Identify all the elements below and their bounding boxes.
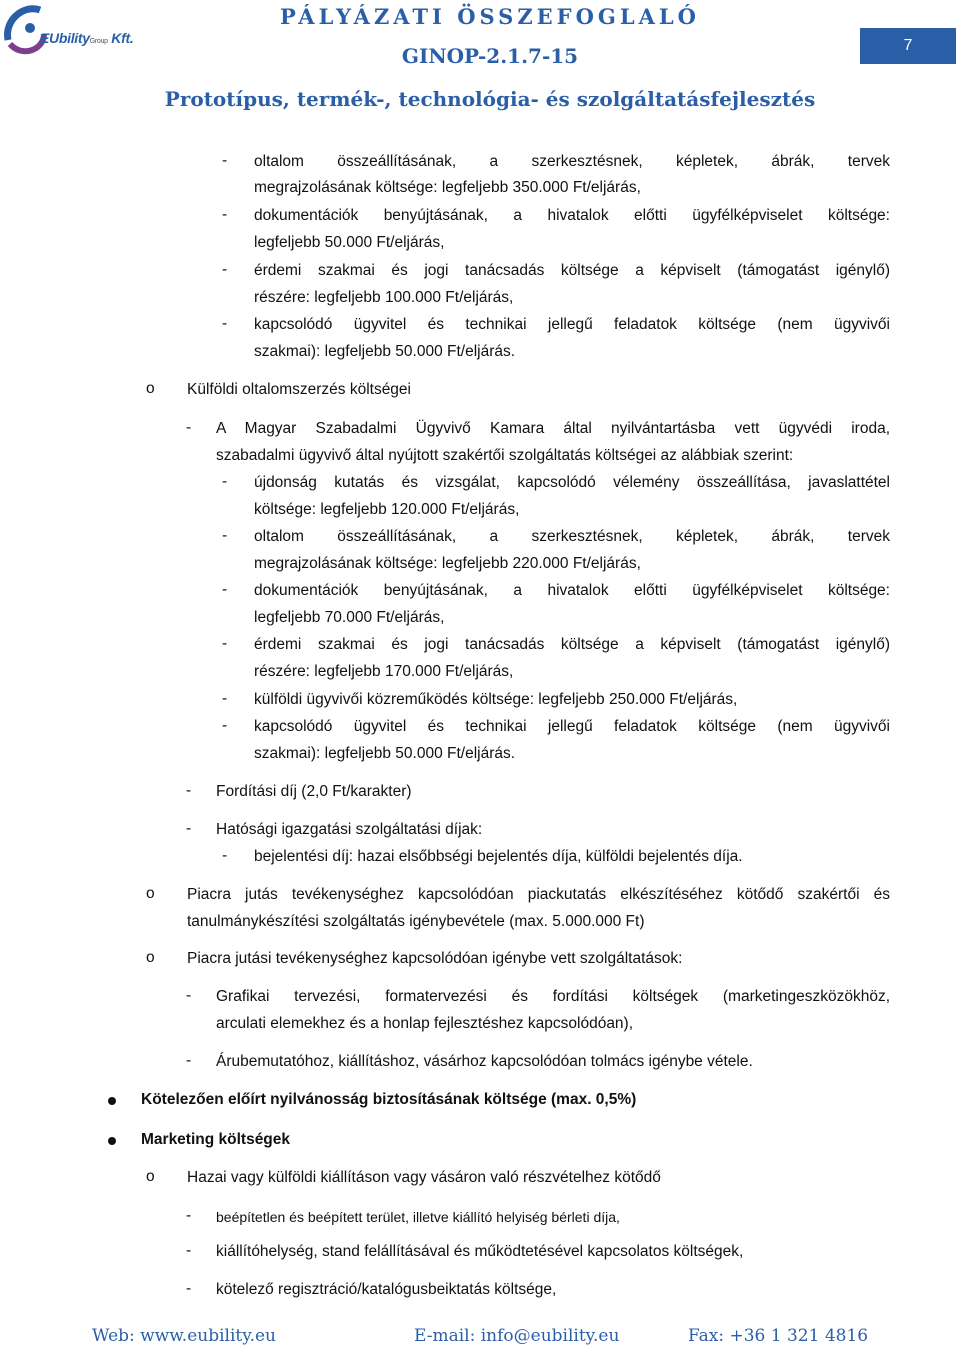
list-item-cont: legfeljebb 50.000 Ft/eljárás, (254, 234, 445, 251)
paragraph-cont: tanulmánykészítési szolgáltatás igénybevétele (max. 5.000.000 Ft) (187, 913, 645, 930)
paragraph: Hazai vagy külföldi kiállításon vagy vásáron való részvételhez kötődő (187, 1169, 661, 1186)
list-item: kiállítóhelység, stand felállításával és működtetésével kapcsolatos költségek, (216, 1243, 744, 1260)
circle-marker: o (146, 380, 155, 397)
logo-kft: Kft. (111, 30, 134, 46)
footer-fax: Fax: +36 1 321 4816 (688, 1326, 869, 1346)
list-item: bejelentési díj: hazai elsőbbségi bejelentés díja, külföldi bejelentés díja. (254, 848, 743, 865)
dash-marker: - (222, 690, 228, 707)
dash-marker: - (186, 820, 192, 837)
dash-marker: - (222, 315, 228, 332)
list-item: oltalom összeállításának, a szerkesztésnek, képletek, ábrák, tervek (254, 528, 890, 545)
dash-marker: - (222, 635, 228, 652)
list-item: Hatósági igazgatási szolgáltatási díjak: (216, 821, 483, 838)
logo-name: EUbility (40, 30, 90, 46)
list-item: külföldi ügyvivői közreműködés költsége: legfeljebb 250.000 Ft/eljárás, (254, 691, 738, 708)
circle-marker: o (146, 949, 155, 966)
dash-marker: - (222, 473, 228, 490)
dash-marker: - (186, 419, 192, 436)
list-item-cont: részére: legfeljebb 100.000 Ft/eljárás, (254, 289, 514, 306)
paragraph: A Magyar Szabadalmi Ügyvivő Kamara által nyilvántartásba vett ügyvédi iroda, (216, 420, 890, 437)
list-item-cont: szakmai): legfeljebb 50.000 Ft/eljárás. (254, 745, 516, 762)
dash-marker: - (186, 1052, 192, 1069)
dash-marker: - (186, 782, 192, 799)
dash-marker: - (222, 717, 228, 734)
list-item: kapcsolódó ügyvitel és technikai jellegű feladatok költsége (nem ügyvivői (254, 316, 890, 333)
list-item: dokumentációk benyújtásának, a hivatalok előtti ügyfélképviselet költsége: (254, 207, 890, 224)
paragraph: Piacra jutás tevékenységhez kapcsolódóan piackutatás elkészítéséhez kötődő szakértői és (187, 886, 890, 903)
logo-group: Group (89, 38, 108, 45)
page-subtitle: Prototípus, termék-, technológia- és szolgáltatásfejlesztés (164, 87, 816, 111)
list-item-cont: megrajzolásának költsége: legfeljebb 350.000 Ft/eljárás, (254, 179, 641, 196)
list-item-cont: szakmai): legfeljebb 50.000 Ft/eljárás. (254, 343, 516, 360)
list-item-cont: részére: legfeljebb 170.000 Ft/eljárás, (254, 663, 514, 680)
list-item: újdonság kutatás és vizsgálat, kapcsolódó vélemény összeállítása, javaslattétel (254, 474, 890, 491)
dash-marker: - (222, 206, 228, 223)
bullet-icon (108, 1137, 116, 1145)
bullet-icon (108, 1097, 116, 1105)
dash-marker: - (186, 987, 192, 1004)
page-title: PÁLYÁZATI ÖSSZEFOGLALÓ (280, 4, 700, 29)
list-item-cont: költsége: legfeljebb 120.000 Ft/eljárás, (254, 501, 520, 518)
list-item: Fordítási díj (2,0 Ft/karakter) (216, 783, 412, 800)
list-item: érdemi szakmai és jogi tanácsadás költsége a képviselt (támogatást igénylő) (254, 262, 890, 279)
dash-marker: - (186, 1207, 192, 1224)
dash-marker: - (222, 527, 228, 544)
list-item-cont: legfeljebb 70.000 Ft/eljárás, (254, 609, 445, 626)
footer-email-link[interactable]: E-mail: info@eubility.eu (414, 1326, 620, 1346)
dash-marker: - (222, 261, 228, 278)
page-footer (0, 1326, 960, 1352)
paragraph: Piacra jutási tevékenységhez kapcsolódóan igénybe vett szolgáltatások: (187, 950, 683, 967)
list-item: dokumentációk benyújtásának, a hivatalok előtti ügyfélképviselet költsége: (254, 582, 890, 599)
list-item: kapcsolódó ügyvitel és technikai jellegű feladatok költsége (nem ügyvivői (254, 718, 890, 735)
page-number-badge: 7 (860, 28, 956, 64)
program-code: GINOP-2.1.7-15 (401, 44, 579, 68)
paragraph-cont: szabadalmi ügyvivő által nyújtott szakértői szolgáltatás költségei az alábbiak szerint: (216, 447, 794, 464)
dash-marker: - (222, 847, 228, 864)
list-item: érdemi szakmai és jogi tanácsadás költsége a képviselt (támogatást igénylő) (254, 636, 890, 653)
section-heading: Külföldi oltalomszerzés költségei (187, 381, 411, 398)
circle-marker: o (146, 885, 155, 902)
list-item: oltalom összeállításának, a szerkesztésnek, képletek, ábrák, tervek (254, 153, 890, 170)
dash-marker: - (186, 1242, 192, 1259)
bold-heading: Marketing költségek (141, 1131, 291, 1148)
dash-marker: - (222, 581, 228, 598)
dash-marker: - (222, 152, 228, 169)
bold-heading: Kötelezően előírt nyilvánosság biztosításának költsége (max. 0,5%) (141, 1091, 637, 1108)
list-item: Árubemutatóhoz, kiállításhoz, vásárhoz kapcsolódóan tolmács igénybe vétele. (216, 1053, 753, 1070)
list-item: beépítetlen és beépített terület, illetve kiállító helyiség bérleti díja, (216, 1209, 620, 1225)
list-item: kötelező regisztráció/katalógusbeiktatás költsége, (216, 1281, 557, 1298)
list-item-cont: arculati elemekhez és a honlap fejlesztéshez kapcsolódóan), (216, 1015, 634, 1032)
circle-marker: o (146, 1168, 155, 1185)
list-item: Grafikai tervezési, formatervezési és fordítási költségek (marketingeszközökhöz, (216, 988, 890, 1005)
footer-web-link[interactable]: Web: www.eubility.eu (92, 1326, 276, 1346)
list-item-cont: megrajzolásának költsége: legfeljebb 220.000 Ft/eljárás, (254, 555, 641, 572)
dash-marker: - (186, 1280, 192, 1297)
